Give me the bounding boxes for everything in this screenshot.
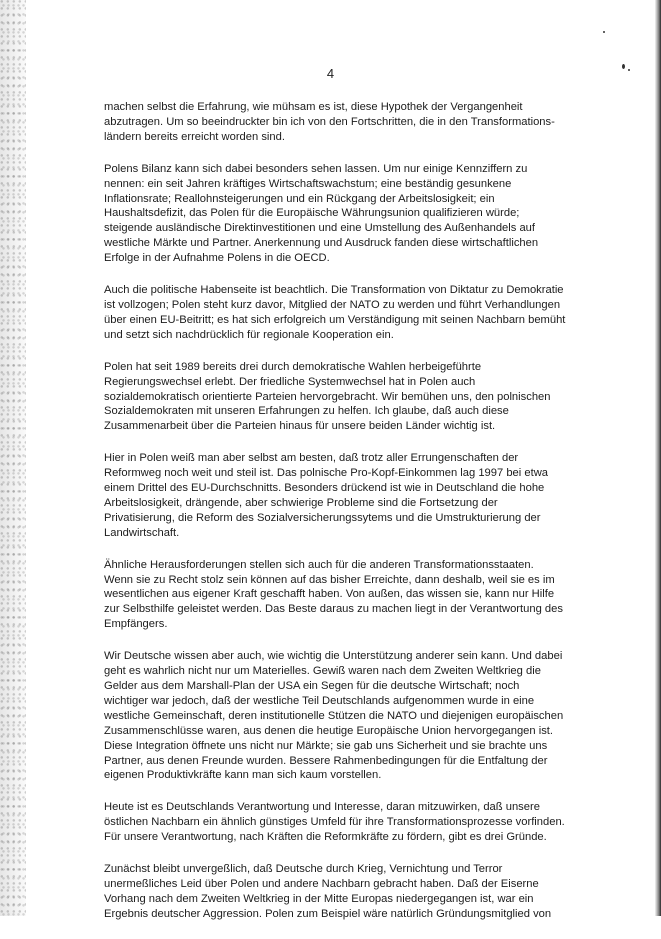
text-line: und setzt sich nachdrücklich für regionale Kooperation ein. — [104, 328, 394, 341]
paragraph — [104, 283, 566, 343]
text-line: Landwirtschaft. — [104, 526, 180, 539]
text-line: Empfängers. — [104, 618, 168, 631]
text-line: Ergebnis deutscher Aggression. Polen zum Beispiel wäre natürlich Gründungsmitglied von — [104, 907, 552, 920]
text-line: wichtiger war jedoch, daß der westliche Teil Deutschlands aufgenommen wurde in eine — [104, 694, 535, 707]
text-line: Polens Bilanz kann sich dabei besonders sehen lassen. Um nur einige Kennziffern zu — [104, 162, 528, 175]
text-line: unermeßliches Leid über Polen und andere Nachbarn gebracht haben. Daß der Eiserne — [104, 877, 539, 890]
paragraph — [104, 800, 565, 845]
text-line: Zusammenarbeit über die Parteien hinaus für unsere beiden Länder wichtig ist. — [104, 420, 496, 433]
paragraph — [104, 451, 556, 540]
text-line: zur Selbsthilfe geleistet werden. Das Beste daraus zu machen liegt in der Verantwortung des — [104, 603, 563, 616]
text-line: Auch die politische Habenseite ist beachtlich. Die Transformation von Diktatur zu Demokratie — [104, 284, 564, 297]
text-line: abzutragen. Um so beeindruckter bin ich von den Fortschritten, die in den Transformations- — [104, 115, 555, 128]
text-line: Zusammenschlüsse waren, aus denen die heutige Europäische Union hervorgegangen ist. — [104, 724, 554, 737]
text-line: Ähnliche Herausforderungen stellen sich auch für die anderen Transformationsstaaten. — [104, 558, 534, 571]
text-line: Partner, aus denen Freunde wurden. Bessere Rahmenbedingungen für die Entfaltung der — [104, 754, 548, 767]
paragraph — [104, 558, 563, 633]
text-line: Für unsere Verantwortung, nach Kräften die Reformkräfte zu fördern, gibt es drei Gründe. — [104, 831, 547, 844]
text-line: geht es wahrlich nicht nur um Materielles. Gewiß waren nach dem Zweiten Weltkrieg die — [104, 665, 541, 678]
text-line: Inflationsrate; Reallohnsteigerungen und ein Rückgang der Arbeitslosigkeit; ein — [104, 192, 495, 205]
text-line: Wenn sie zu Recht stolz sein können auf das bisher Erreichte, dann deshalb, weil sie es im — [104, 573, 555, 586]
paragraph — [104, 649, 564, 783]
text-line: Privatisierung, die Reform des Sozialversicherungssytems und die Umstrukturierung der — [104, 511, 541, 524]
text-line: Diese Integration öffnete uns nicht nur Märkte; sie gab uns Sicherheit und sie brachte uns — [104, 739, 548, 752]
text-line: Zunächst bleibt unvergeßlich, daß Deutsche durch Krieg, Vernichtung und Terror — [104, 863, 503, 876]
scan-left-edge — [0, 0, 26, 916]
text-line: Heute ist es Deutschlands Verantwortung und Interesse, daran mitzuwirken, daß unsere — [104, 801, 540, 814]
text-line: eigenen Produktivkräfte kann man sich kaum vorstellen. — [104, 769, 382, 782]
paragraph — [104, 360, 556, 435]
text-line: Gelder aus dem Marshall-Plan der USA ein Segen für die deutsche Wirtschaft; noch — [104, 680, 520, 692]
document-body — [104, 100, 566, 939]
text-line: westliche Gemeinschaft, deren institutionelle Stützen die NATO und diejenigen europäischen — [104, 709, 564, 722]
page-number: 4 — [326, 66, 335, 81]
text-line: Erfolge in der Aufnahme Polens in die OECD. — [104, 252, 330, 265]
text-line: Sozialdemokraten mit unseren Erfahrungen zu helfen. Ich glaube, daß auch diese — [104, 405, 509, 418]
text-line: sozialdemokratisch orientierte Parteien hervorgebracht. Wir bemühen uns, den polnischen — [104, 390, 551, 403]
text-line: Polen hat seit 1989 bereits drei durch demokratische Wahlen herbeigeführte — [104, 360, 482, 373]
text-line: östlichen Nachbarn ein ähnlich günstiges Umfeld für ihre Transformationsprozesse vorfinden. — [104, 816, 565, 829]
text-line: nennen: ein seit Jahren kräftiges Wirtschaftswachstum; eine beständig gesunkene — [104, 177, 512, 190]
scan-speck — [603, 31, 605, 33]
text-line: steigende ausländische Direktinvestitionen und eine Umstellung des Außenhandels auf — [104, 222, 535, 235]
paragraph — [104, 100, 556, 145]
scan-right-edge — [655, 0, 661, 916]
text-line: wesentlichen aus eigener Kraft geschafft haben. Von außen, das wissen sie, kann nur Hilfe — [104, 588, 555, 601]
text-line: Vorhang nach dem Zweiten Weltkrieg in der Mitte Europas niedergegangen ist, war ein — [104, 892, 534, 905]
text-line: machen selbst die Erfahrung, wie mühsam es ist, diese Hypothek der Vergangenheit — [104, 101, 523, 113]
text-line: ist vollzogen; Polen steht kurz davor, Mitglied der NATO zu werden und führt Verhandlungen — [104, 298, 561, 311]
text-line: Wir Deutsche wissen aber auch, wie wichtig die Unterstützung anderer sein kann. Und dabei — [104, 650, 563, 663]
text-line: ländern bereits erreicht worden sind. — [104, 130, 285, 143]
paragraph — [104, 862, 556, 922]
paragraph — [104, 162, 556, 266]
text-line: Haushaltsdefizit, das Polen für die Europäische Währungsunion qualifizieren würde; — [104, 207, 520, 220]
text-line: westliche Märkte und Partner. Anerkennung und Ausdruck fanden diese wirtschaftlichen — [104, 237, 539, 250]
text-line: einem Drittel des EU-Durchschnitts. Besonders drückend ist wie in Deutschland die hohe — [104, 482, 545, 495]
text-line: Hier in Polen weiß man aber selbst am besten, daß trotz aller Errungenschaften der — [104, 452, 519, 465]
text-line: Reformweg noch weit und steil ist. Das polnische Pro-Kopf-Einkommen lag 1997 bei etwa — [104, 467, 548, 480]
text-line: Regierungswechsel erlebt. Der friedliche Systemwechsel hat in Polen auch — [104, 375, 476, 388]
text-line: über einen EU-Beitritt; es hat sich erfolgreich um Verständigung mit seinen Nachbarn bemüht — [104, 313, 566, 326]
text-line: Arbeitslosigkeit, drängende, aber schwierige Probleme sind die Fortsetzung der — [104, 496, 498, 509]
